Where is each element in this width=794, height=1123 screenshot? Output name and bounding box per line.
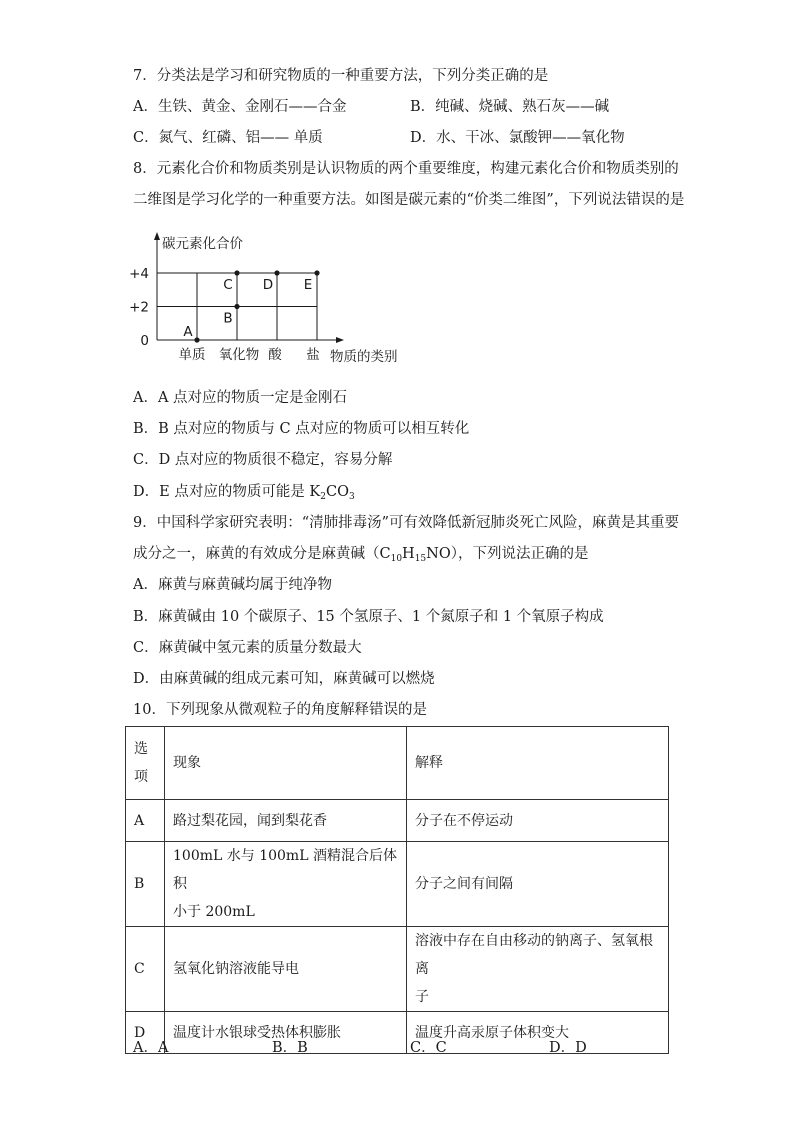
q9-option-c[interactable]: C．麻黄碱中氢元素的质量分数最大 xyxy=(133,640,362,656)
q8-option-d-text: D．E 点对应的物质可能是 K xyxy=(133,484,321,500)
subscript: 2 xyxy=(320,492,326,502)
header-option-line1: 选 xyxy=(134,741,148,757)
row-explanation-line1: 溶液中存在自由移动的钠离子、氢氧根离 xyxy=(415,933,653,977)
valence-category-chart xyxy=(120,226,420,368)
y-axis-label: 碳元素化合价 xyxy=(162,236,243,252)
subscript: 3 xyxy=(348,492,355,502)
q7-option-b[interactable]: B．纯碱、烧碱、熟石灰——碱 xyxy=(410,99,610,115)
subscript: 10 xyxy=(390,554,403,564)
q8-option-d[interactable] xyxy=(133,482,355,502)
row-explanation: 分子在不停运动 xyxy=(407,800,669,842)
y-tick-label: +4 xyxy=(129,266,149,282)
row-phenomenon-line1: 100mL 水与 100mL 酒精混合后体积 xyxy=(173,848,397,892)
q7-option-d[interactable]: D．水、干冰、氯酸钾——氧化物 xyxy=(410,130,625,146)
data-point-label: A xyxy=(183,324,193,340)
q10-table xyxy=(125,726,669,1054)
table-row xyxy=(126,927,669,1012)
row-option: D xyxy=(126,1012,165,1054)
formula-part: H xyxy=(402,546,415,562)
q8-option-a[interactable]: A．A 点对应的物质一定是金刚石 xyxy=(133,390,348,406)
data-point-e xyxy=(314,270,319,275)
x-category-label: 盐 xyxy=(306,347,320,363)
table-row xyxy=(126,842,669,927)
row-explanation: 温度升高汞原子体积变大 xyxy=(407,1012,669,1054)
q7-option-a[interactable]: A．生铁、黄金、金刚石——合金 xyxy=(133,99,347,115)
row-option: B xyxy=(126,842,165,927)
data-point-c xyxy=(234,270,239,275)
q7-stem: 7．分类法是学习和研究物质的一种重要方法，下列分类正确的是 xyxy=(133,68,549,84)
q9-stem-line2 xyxy=(133,544,588,564)
data-point-label: D xyxy=(262,277,274,293)
table-header-row xyxy=(126,727,669,800)
q10-answer-b[interactable]: B．B xyxy=(272,1040,308,1056)
q8-stem-line2: 二维图是学习化学的一种重要方法。如图是碳元素的“价类二维图”，下列说法错误的是 xyxy=(133,192,685,208)
header-explanation: 解释 xyxy=(407,727,669,800)
row-phenomenon: 氢氧化钠溶液能导电 xyxy=(165,927,407,1012)
data-point-d xyxy=(274,270,279,275)
x-axis-arrow xyxy=(336,337,344,343)
header-option xyxy=(126,727,165,800)
q9-option-b[interactable]: B．麻黄碱由 10 个碳原子、15 个氢原子、1 个氮原子和 1 个氧原子构成 xyxy=(133,609,604,625)
q10-answer-c[interactable]: C．C xyxy=(410,1040,447,1056)
header-option-line2: 项 xyxy=(134,769,148,785)
q10-stem: 10．下列现象从微观粒子的角度解释错误的是 xyxy=(133,702,427,718)
q8-option-b[interactable]: B．B 点对应的物质与 C 点对应的物质可以相互转化 xyxy=(133,421,470,437)
q8-option-c[interactable]: C．D 点对应的物质很不稳定，容易分解 xyxy=(133,452,393,468)
q7-option-c[interactable]: C．氮气、红磷、铝—— 单质 xyxy=(133,130,323,146)
row-phenomenon-line2: 小于 200mL xyxy=(173,904,255,920)
x-category-label: 单质 xyxy=(178,347,206,363)
q8-stem-line1: 8．元素化合价和物质类别是认识物质的两个重要维度，构建元素化合价和物质类别的 xyxy=(133,161,679,177)
header-phenomenon: 现象 xyxy=(165,727,407,800)
x-axis-label: 物质的类别 xyxy=(330,349,398,365)
data-point-label: E xyxy=(303,277,313,293)
row-explanation: 分子之间有间隔 xyxy=(407,842,669,927)
y-tick-label: +2 xyxy=(129,299,149,316)
data-point-a xyxy=(194,337,199,342)
formula-part: CO xyxy=(326,484,349,500)
q9-option-d[interactable]: D．由麻黄碱的组成元素可知，麻黄碱可以燃烧 xyxy=(133,671,435,687)
q9-stem-text: NO），下列说法正确的是 xyxy=(426,546,589,562)
row-option: A xyxy=(126,800,165,842)
q10-answer-a[interactable]: A．A xyxy=(133,1040,169,1056)
q9-stem-text: 成分之一，麻黄的有效成分是麻黄碱（C xyxy=(133,546,391,562)
data-point-label: B xyxy=(223,310,233,327)
q10-answer-d[interactable]: D．D xyxy=(549,1040,587,1056)
table-row xyxy=(126,1012,669,1054)
q9-option-a[interactable]: A．麻黄与麻黄碱均属于纯净物 xyxy=(133,577,332,593)
row-option: C xyxy=(126,927,165,1012)
x-category-label: 氧化物 xyxy=(218,347,260,363)
q9-stem-line1: 9．中国科学家研究表明：“清肺排毒汤”可有效降低新冠肺炎死亡风险，麻黄是其重要 xyxy=(133,515,680,531)
y-tick-label: 0 xyxy=(140,333,149,349)
y-axis-arrow xyxy=(154,232,160,240)
row-phenomenon: 路过梨花园，闻到梨花香 xyxy=(165,800,407,842)
x-category-label: 酸 xyxy=(268,347,282,363)
subscript: 15 xyxy=(414,554,427,564)
row-explanation-line2: 子 xyxy=(415,989,429,1005)
row-phenomenon xyxy=(165,842,407,927)
row-explanation xyxy=(407,927,669,1012)
data-point-label: C xyxy=(223,277,233,293)
table-row xyxy=(126,800,669,842)
data-point-b xyxy=(234,304,239,309)
row-phenomenon: 温度计水银球受热体积膨胀 xyxy=(165,1012,407,1054)
